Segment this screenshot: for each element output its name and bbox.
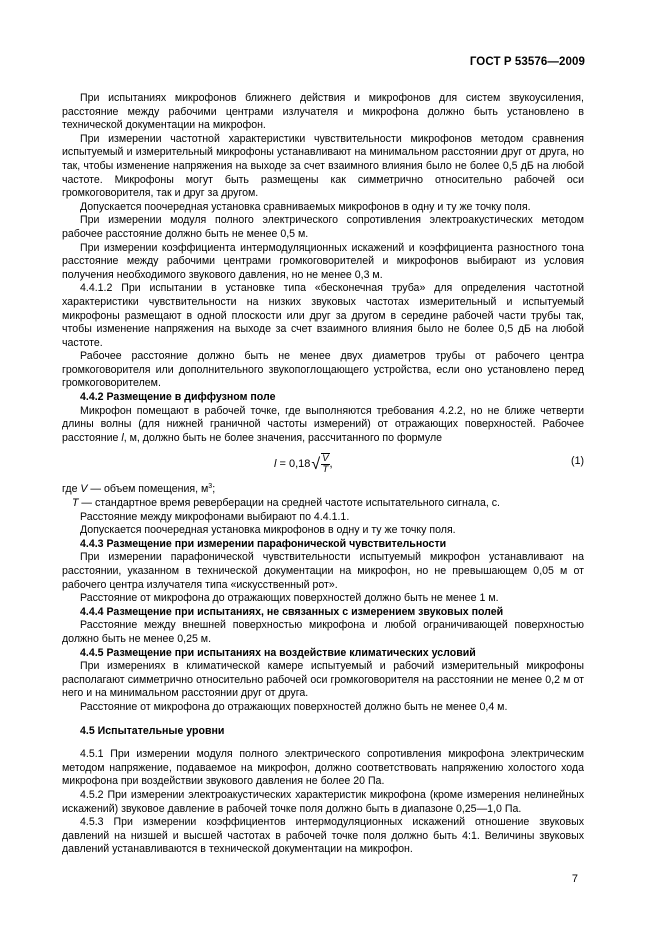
page-number: 7 [571,873,578,885]
paragraph: Расстояние от микрофона до отражающих поверхностей должно быть не менее 1 м. [80,592,499,605]
formula-legend-v: где V — объем помещения, $м^3$; [62,483,216,496]
document-body [62,92,584,857]
section-heading-4-4-5: 4.4.5 Размещение при испытаниях на воздействие климатических условий [80,646,476,659]
section-heading-4-4-4: 4.4.4 Размещение при испытаниях, не связанных с измерением звуковых полей [80,605,504,618]
paragraph: При измерении парафонической чувствительности испытуемый микрофон устанавливают на расстоянии, указанном в технической документации на микрофон, но не превышающем 0,05 м от рабочего центра излучателя типа «искусственный рот». [62,551,584,591]
paragraph: Расстояние между внешней поверхностью микрофона и любой ограничивающей поверхностью должно быть не менее 0,25 м. [62,619,584,645]
paragraph: 4.5.3 При измерении коэффициентов интермодуляционных искажений отношение звуковых давлений на низшей и высшей частотах в рабочей точке поля должно быть 4:1. Величины звуковых давлений устанавливаются в технической документации на микрофон. [62,816,584,856]
paragraph: При измерении частотной характеристики чувствительности микрофонов методом сравнения испытуемый и измерительный микрофоны устанавливают на минимальном расстоянии друг от друга, но так, чтобы изменение напряжения на выходе за счет взаимного влияния было не более 0,5 дБ на любой частоте. Микрофоны могут быть размещены как симметрично относительно рабочей оси громкоговорителя, так и друг за другом. [62,132,584,200]
standard-header: ГОСТ Р 53576—2009 [469,56,585,68]
section-heading-4-4-2: 4.4.2 Размещение в диффузном поле [80,391,276,404]
formula-1 [62,449,584,477]
formula-legend-t: T — стандартное время реверберации на средней частоте испытательного сигнала, с. [72,497,500,510]
paragraph: Допускается поочередная установка микрофонов в одну и ту же точку поля. [80,524,456,537]
section-heading-4-4-3: 4.4.3 Размещение при измерении парафонической чувствительности [80,537,447,550]
paragraph: При измерениях в климатической камере испытуемый и рабочий измерительный микрофоны располагают симметрично относительно рабочей оси громкоговорителя на расстоянии не менее 0,2 м от него и на минимальном расстоянии друг от друга. [62,660,584,700]
paragraph: Допускается поочередная установка сравниваемых микрофонов в одну и ту же точку поля. [80,200,531,213]
paragraph: 4.4.1.2 При испытании в установке типа «бесконечная труба» для определения частотной характеристики чувствительности на низких звуковых частотах измерительный и испытуемый микрофоны размещают в одной плоскости или друг за другом в середине рабочей части трубы так, чтобы изменение напряжения на выходе за счет взаимного влияния было не более 0,5 дБ на любой частоте. [62,282,584,349]
paragraph: При измерении коэффициента интермодуляционных искажений и коэффициента разностного тона расстояние между рабочими центрами громкоговорителей и микрофонов выбирают из условия получения необходимого звукового давления, но не менее 0,3 м. [62,241,584,281]
paragraph: 4.5.1 При измерении модуля полного электрического сопротивления микрофона электрическим методом напряжение, подаваемое на микрофон, должно соответствовать напряжению холостого хода микрофона при воздействии звукового давления не более 20 Па. [62,748,584,788]
paragraph: При испытаниях микрофонов ближнего действия и микрофонов для систем звукоусиления, расстояние между рабочими центрами излучателя и микрофона должно быть установлено в технической документации на микрофон. [62,92,584,132]
paragraph: Рабочее расстояние должно быть не менее двух диаметров трубы от рабочего центра громкоговорителя или дополнительного звукопоглощающего устройства, если оно установлено перед громкоговорителем. [62,350,584,390]
paragraph: Расстояние между микрофонами выбирают по 4.4.1.1. [80,510,350,523]
section-heading-4-5: 4.5 Испытательные уровни [80,724,225,737]
paragraph: Расстояние от микрофона до отражающих поверхностей должно быть не менее 0,4 м. [80,700,508,713]
paragraph: 4.5.2 При измерении электроакустических характеристик микрофона (кроме измерения нелинейных искажений) звуковое давление в рабочей точке поля должно быть в диапазоне 0,25—1,0 Па. [62,788,584,815]
formula-number: (1) [571,455,584,468]
paragraph: Микрофон помещают в рабочей точке, где выполняются требования 4.2.2, но не ближе четверти длины волны (для нижней граничной частоты измерений) от отражающих поверхностей. Рабочее расстояние l, м, должно быть не более значения, рассчитанного по формуле [62,404,584,444]
formula-expression: l = 0,18√ $\frac{V}{T}$ , [274,453,333,476]
paragraph: При измерении модуля полного электрического сопротивления электроакустических методом рабочее расстояние должно быть не менее 0,5 м. [62,214,584,240]
